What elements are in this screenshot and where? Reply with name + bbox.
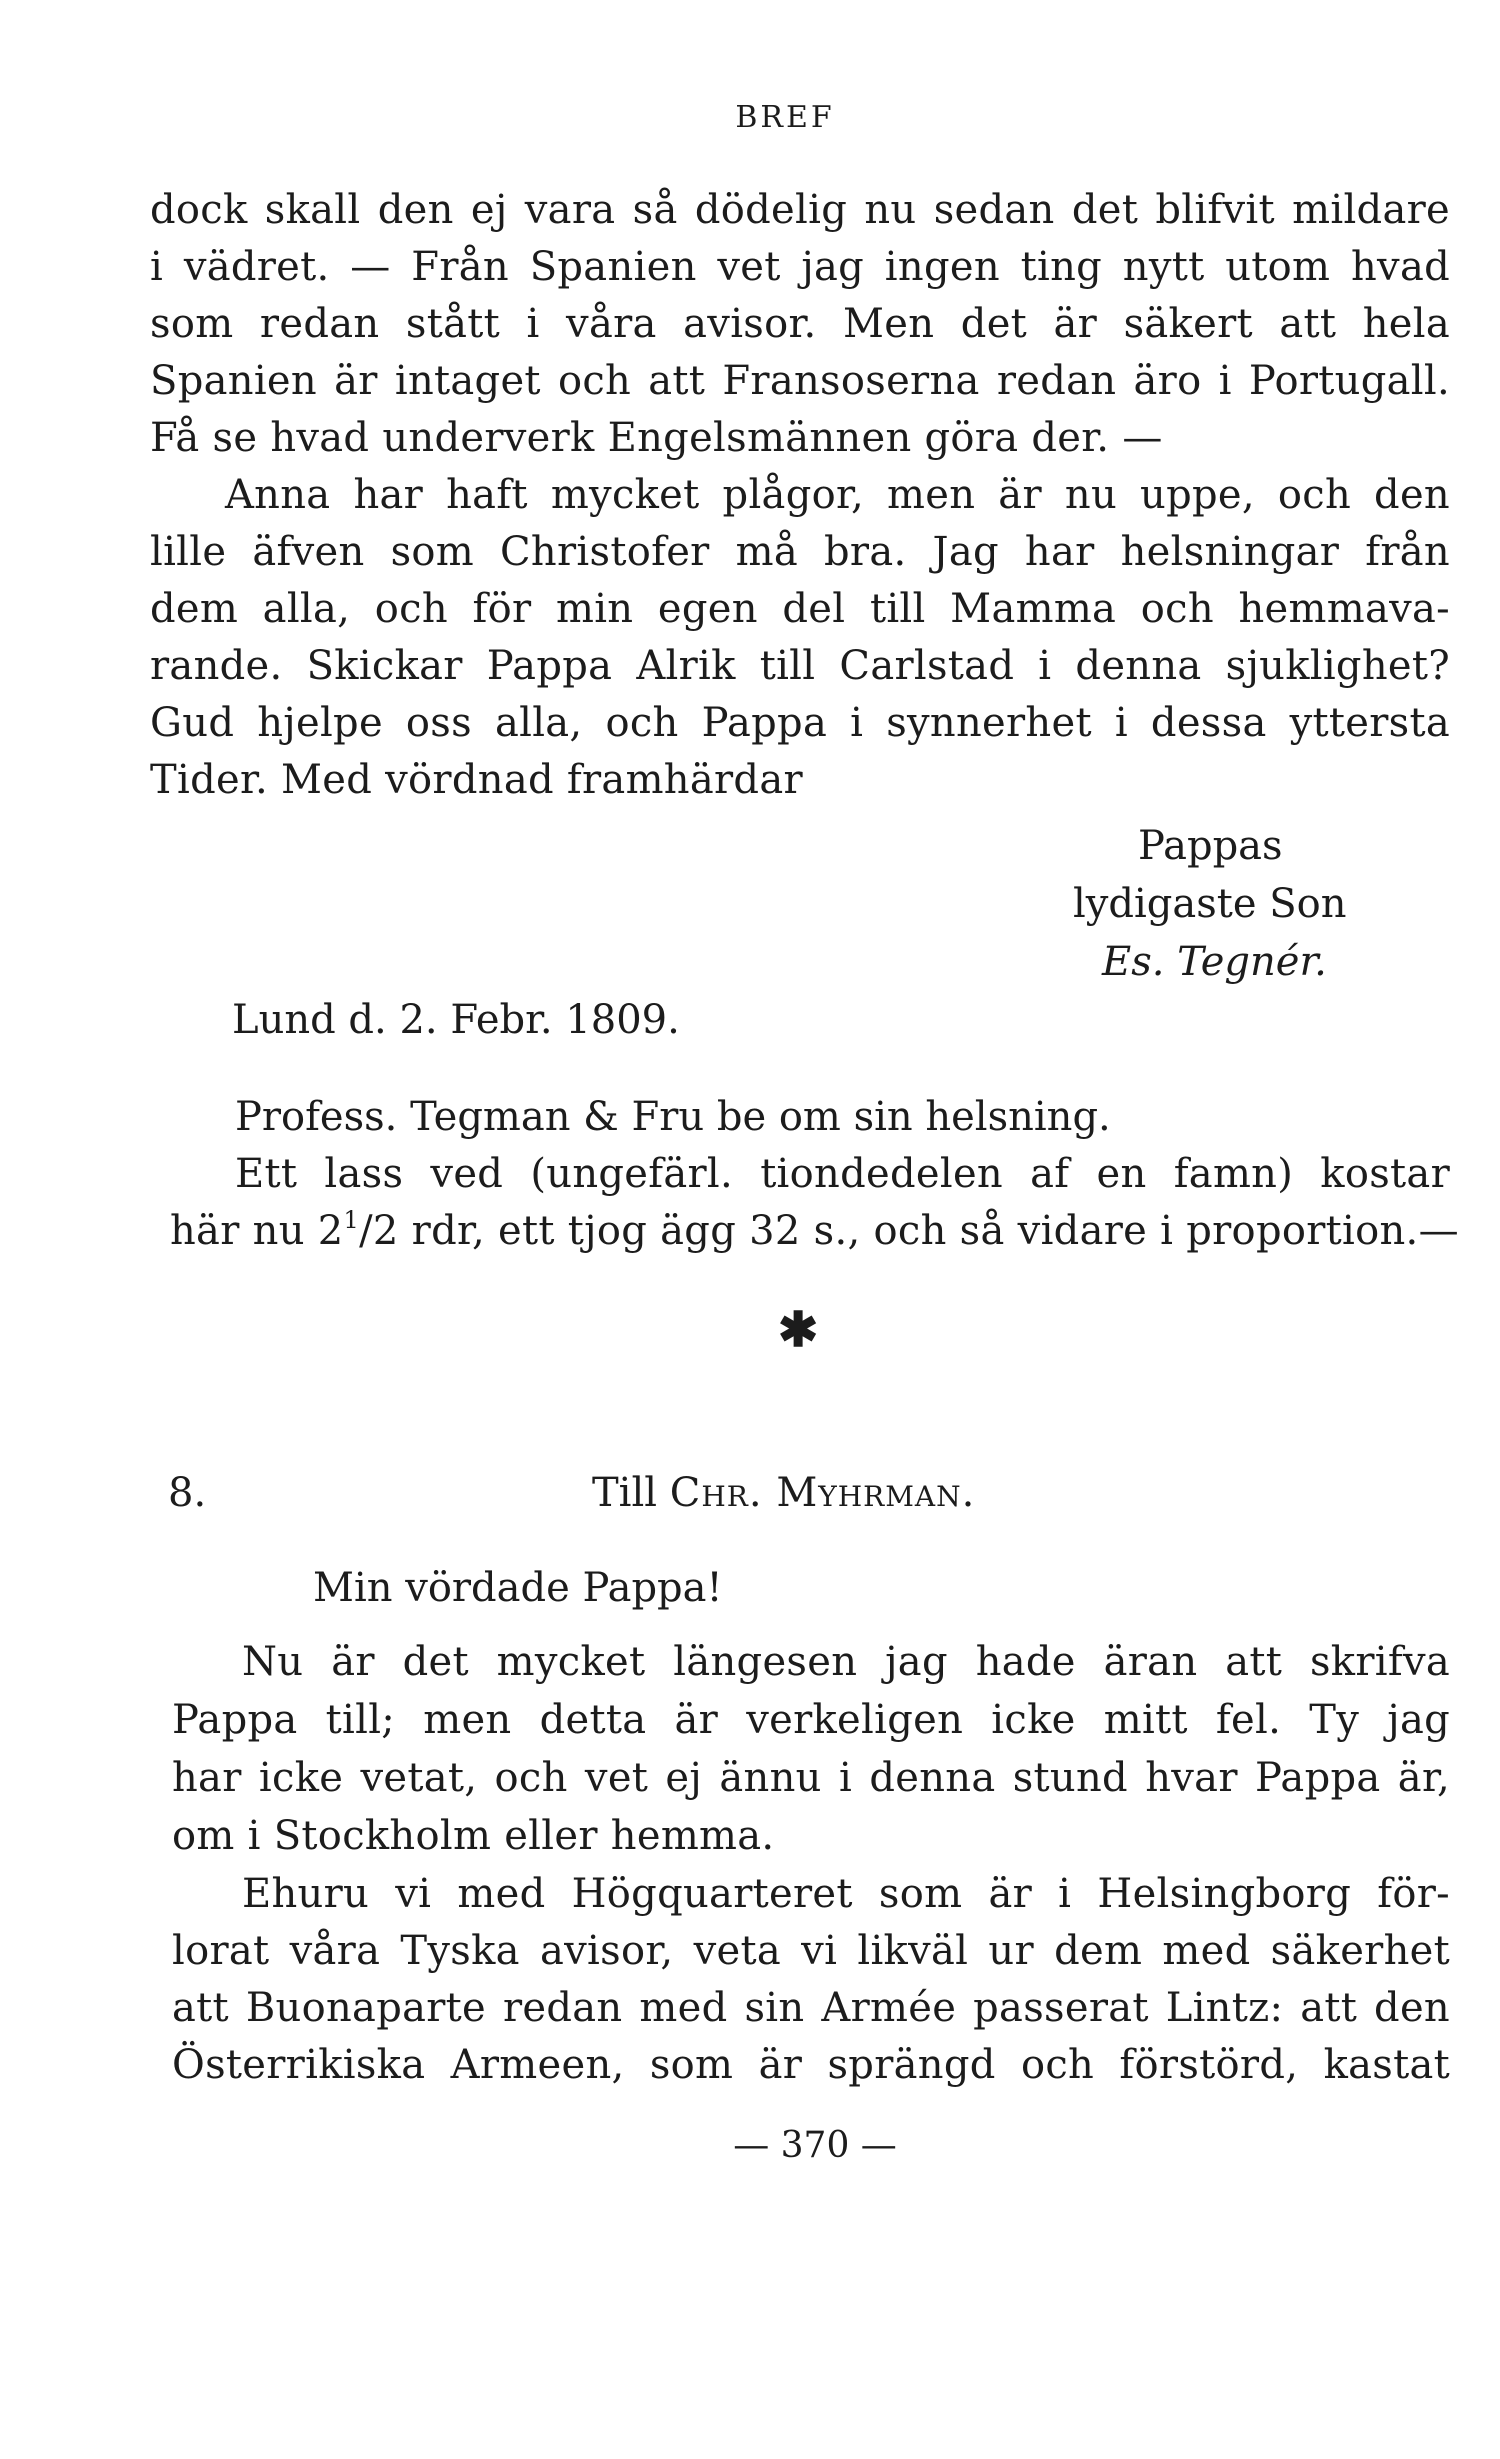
letter-number: 8. <box>168 1470 207 1516</box>
signature-name: Es. Tegnér. <box>1102 939 1327 985</box>
text-line: Anna har haft mycket plågor, men är nu uppe, och den <box>225 472 1450 518</box>
page-number: — 370 — <box>733 2125 897 2166</box>
date-place: Lund d. 2. Febr. 1809. <box>232 997 680 1043</box>
text-line: som redan stått i våra avisor. Men det är säkert att hela <box>150 301 1450 347</box>
fraction-superscript: 1 <box>343 1206 360 1234</box>
postscript-text: /2 rdr, ett tjog ägg 32 s., och så vidare i proportion.— <box>359 1208 1459 1254</box>
text-line: lille äfven som Christofer må bra. Jag har helsningar från <box>150 529 1450 575</box>
separator-asterisk-icon: ✱ <box>778 1302 819 1358</box>
salutation: Min vördade Pappa! <box>313 1565 723 1611</box>
text-line: Ehuru vi med Högquarteret som är i Helsingborg för- <box>242 1871 1450 1917</box>
text-line: dem alla, och för min egen del till Mamma och hemmava- <box>150 586 1450 632</box>
text-line: Gud hjelpe oss alla, och Pappa i synnerhet i dessa yttersta <box>150 700 1450 746</box>
letter-recipient <box>592 1465 975 1521</box>
text-line: har icke vetat, och vet ej ännu i denna stund hvar Pappa är, <box>172 1755 1450 1801</box>
text-line: lorat våra Tyska avisor, veta vi likväl ur dem med säkerhet <box>172 1928 1450 1974</box>
text-line: Få se hvad underverk Engelsmännen göra der. — <box>150 415 1163 461</box>
text-line: Nu är det mycket längesen jag hade äran att skrifva <box>242 1639 1450 1685</box>
running-header: BREF <box>735 100 835 135</box>
text-line: att Buonaparte redan med sin Armée passerat Lintz: att den <box>172 1985 1450 2031</box>
text-line: dock skall den ej vara så dödelig nu sedan det blifvit mildare <box>150 187 1450 233</box>
signature-closing: Pappas <box>1138 823 1283 869</box>
text-line: Österrikiska Armeen, som är sprängd och förstörd, kastat <box>172 2042 1450 2088</box>
text-line: i vädret. — Från Spanien vet jag ingen ting nytt utom hvad <box>150 244 1450 290</box>
recipient-prefix: Till <box>592 1470 658 1516</box>
text-line: Spanien är intaget och att Fransoserna redan äro i Portugall. <box>150 358 1450 404</box>
text-line: Pappa till; men detta är verkeligen icke mitt fel. Ty jag <box>172 1697 1450 1743</box>
recipient-name: Chr. Myhrman. <box>669 1470 976 1516</box>
signature-closing: lydigaste Son <box>1073 881 1347 927</box>
postscript-text: här nu 2 <box>170 1208 344 1254</box>
text-line: om i Stockholm eller hemma. <box>172 1813 775 1859</box>
postscript-line: Ett lass ved (ungefärl. tiondedelen af en famn) kostar <box>235 1151 1450 1197</box>
postscript-line <box>170 1203 1459 1259</box>
text-line: Tider. Med vördnad framhärdar <box>150 757 803 803</box>
postscript-line: Profess. Tegman & Fru be om sin helsning. <box>235 1094 1111 1140</box>
text-line: rande. Skickar Pappa Alrik till Carlstad i denna sjuklighet? <box>150 643 1450 689</box>
